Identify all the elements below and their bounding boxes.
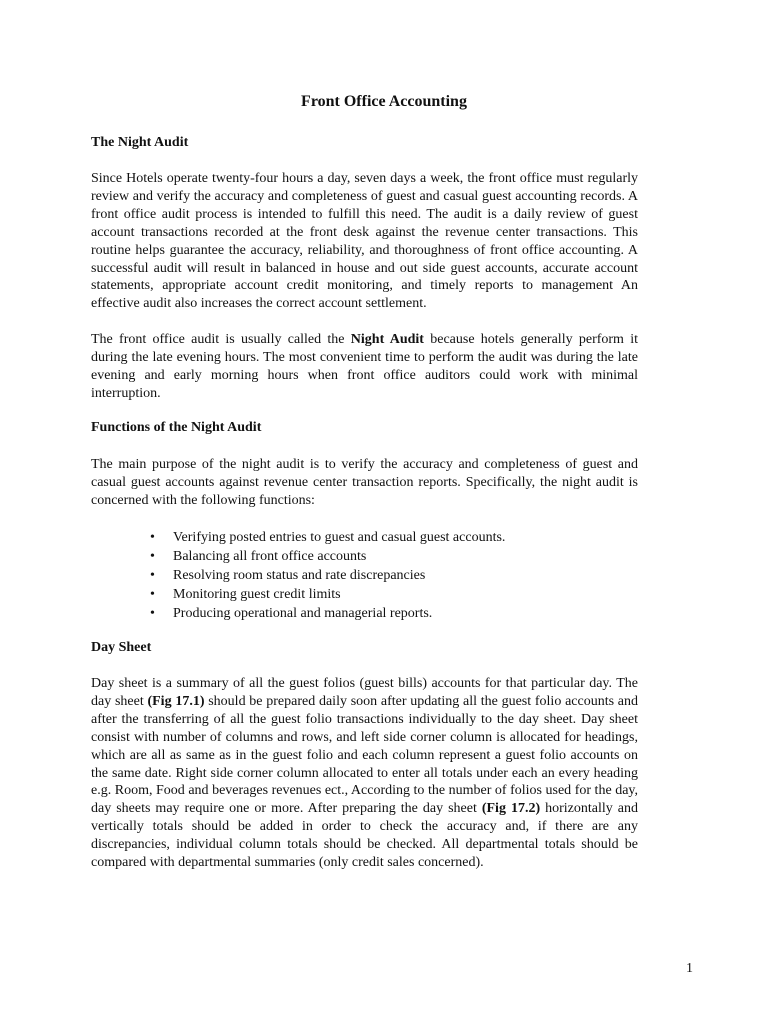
night-audit-paragraph-1: Since Hotels operate twenty-four hours a day, seven days a week, the front office must regularly review and verify the accuracy and completeness of guest and casual guest accounting records. A front office audit process is intended to fulfill this need. The audit is a daily review of guest account transactions recorded at the front desk against the revenue center transactions. This routine helps guarantee the accuracy, reliability, and thoroughness of front office accounting. A successful audit will result in balanced in house and out side guest accounts, accurate account statements, appropriate account credit monitoring, and timely reports to management An effective audit also increases the correct account settlement. [91,171,638,312]
list-item-text: Producing operational and managerial reports. [173,606,433,621]
list-item [150,547,505,566]
bullet-icon: • [150,530,155,545]
functions-paragraph: The main purpose of the night audit is to verify the accuracy and completeness of guest and casual guest accounts against revenue center transaction reports. Specifically, the night audit is concerned with the following functions: [91,457,638,508]
night-audit-term: Night Audit [350,332,424,347]
list-item [150,585,505,604]
heading-day-sheet: Day Sheet [91,640,152,655]
night-audit-paragraph-2-start: The front office audit is usually called the [91,332,351,347]
list-item-text: Verifying posted entries to guest and casual guest accounts. [173,530,506,545]
day-sheet-paragraph [91,675,638,872]
night-audit-paragraph-2 [91,331,638,403]
day-sheet-text-2: should be prepared daily soon after updating all the guest folio accounts and after the transferring of all the guest folio transactions individually to the day sheet. Day sheet consist with number of columns and rows, and left side corner column is allocated for headings, which are all as same as in the guest folio and each column represent a guest folio accounts on the same date. Right side corner column allocated to enter all totals under each an every heading e.g. Room, Food and beverages revenues ect., According to the number of folios used for the day, day sheets may require one or more. After preparing the day sheet [91,693,638,817]
list-item-text: Resolving room status and rate discrepancies [173,568,426,583]
list-item-text: Monitoring guest credit limits [173,587,341,602]
page-number: 1 [686,961,693,976]
night-audit-paragraph-2-end: because hotels generally perform it during the late evening hours. The most convenient time to perform the audit was during the late evening and early morning hours when front office auditors could work with minimal interruption. [91,332,638,401]
day-sheet-text-3: horizontally and vertically totals should be added in order to check the accuracy and, if there are any discrepancies, individual column totals should be checked. All departmental totals should be compared with departmental summaries (only credit sales concerned). [91,801,638,871]
bullet-icon: • [150,587,155,602]
list-item [150,566,505,585]
list-item [150,528,505,547]
list-item [150,604,505,623]
page-title: Front Office Accounting [301,93,467,110]
functions-list [150,528,505,623]
heading-functions: Functions of the Night Audit [91,420,262,435]
bullet-icon: • [150,606,155,621]
list-item-text: Balancing all front office accounts [173,549,367,564]
figure-reference-17-2: (Fig 17.2) [481,801,541,817]
heading-night-audit: The Night Audit [91,135,189,150]
figure-reference-17-1: (Fig 17.1) [147,693,205,709]
bullet-icon: • [150,549,155,564]
bullet-icon: • [150,568,155,583]
day-sheet-text-1: Day sheet is a summary of all the guest folios (guest bills) accounts for that particular day. The day sheet [91,676,638,709]
